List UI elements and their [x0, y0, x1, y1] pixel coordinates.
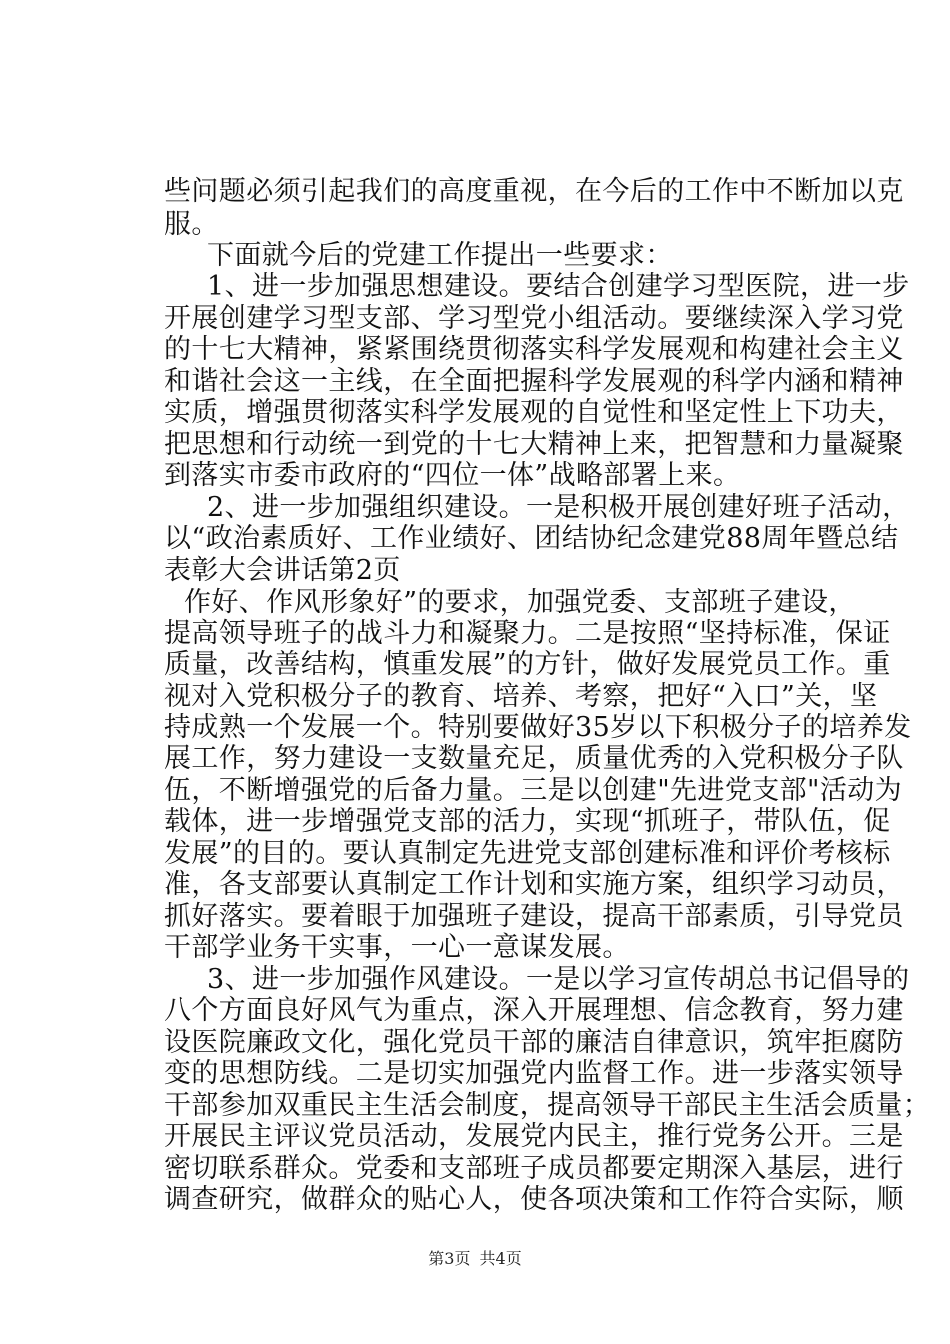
- text-line: 发展”的目的。要认真制定先进党支部创建标准和评价考核标: [164, 838, 891, 869]
- text-line: 服。: [164, 209, 219, 240]
- text-line: 抓好落实。要着眼于加强班子建设，提高干部素质，引导党员: [164, 901, 904, 932]
- text-line: 和谐社会这一主线，在全面把握科学发展观的科学内涵和精神: [164, 366, 904, 397]
- text-line: 的十七大精神，紧紧围绕贯彻落实科学发展观和构建社会主义: [164, 334, 904, 365]
- text-line: 伍，不断增强党的后备力量。三是以创建"先进党支部"活动为: [164, 775, 903, 806]
- text-line: 八个方面良好风气为重点，深入开展理想、信念教育，努力建: [164, 995, 904, 1026]
- text-line: 质量，改善结构，慎重发展”的方针，做好发展党员工作。重: [164, 649, 891, 680]
- text-line: 作好、作风形象好”的要求，加强党委、支部班子建设，: [184, 587, 856, 618]
- text-line: 调查研究，做群众的贴心人，使各项决策和工作符合实际，顺: [164, 1184, 904, 1215]
- text-line: 设医院廉政文化，强化党员干部的廉洁自律意识，筑牢拒腐防: [164, 1027, 904, 1058]
- text-line: 到落实市委市政府的“四位一体”战略部署上来。: [164, 460, 741, 491]
- text-line: 干部学业务干实事，一心一意谋发展。: [164, 932, 630, 963]
- text-line: 1、进一步加强思想建设。要结合创建学习型医院，进一步: [207, 271, 910, 302]
- text-line: 表彰大会讲话第2页: [164, 555, 401, 586]
- text-line: 展工作，努力建设一支数量充足，质量优秀的入党积极分子队: [164, 743, 904, 774]
- text-line: 载体，进一步增强党支部的活力，实现“抓班子，带队伍，促: [164, 806, 891, 837]
- text-line: 开展民主评议党员活动，发展党内民主，推行党务公开。三是: [164, 1121, 904, 1152]
- text-line: 3、进一步加强作风建设。一是以学习宣传胡总书记倡导的: [207, 964, 910, 995]
- text-line: 2、进一步加强组织建设。一是积极开展创建好班子活动，: [207, 492, 910, 523]
- text-line: 实质，增强贯彻落实科学发展观的自觉性和坚定性上下功夫，: [164, 397, 904, 428]
- page-footer: [0, 1249, 950, 1269]
- text-line: 变的思想防线。二是切实加强党内监督工作。进一步落实领导: [164, 1058, 904, 1089]
- text-line: 开展创建学习型支部、学习型党小组活动。要继续深入学习党: [164, 303, 904, 334]
- page-total: 共4页: [479, 1249, 522, 1268]
- text-line: 把思想和行动统一到党的十七大精神上来，把智慧和力量凝聚: [164, 429, 904, 460]
- text-line: 干部参加双重民主生活会制度，提高领导干部民主生活会质量；: [164, 1090, 931, 1121]
- text-line: 视对入党积极分子的教育、培养、考察，把好“入口”关，坚: [164, 681, 878, 712]
- text-line: 准，各支部要认真制定工作计划和实施方案，组织学习动员，: [164, 869, 904, 900]
- page-number: 第3页: [428, 1249, 471, 1268]
- text-line: 持成熟一个发展一个。特别要做好35岁以下积极分子的培养发: [164, 712, 912, 743]
- text-line: 些问题必须引起我们的高度重视，在今后的工作中不断加以克: [164, 176, 904, 207]
- text-line: 密切联系群众。党委和支部班子成员都要定期深入基层，进行: [164, 1153, 904, 1184]
- text-line: 下面就今后的党建工作提出一些要求：: [207, 240, 673, 271]
- text-line: 以“政治素质好、工作业绩好、团结协纪念建党88周年暨总结: [164, 523, 899, 554]
- text-line: 提高领导班子的战斗力和凝聚力。二是按照“坚持标准，保证: [164, 618, 891, 649]
